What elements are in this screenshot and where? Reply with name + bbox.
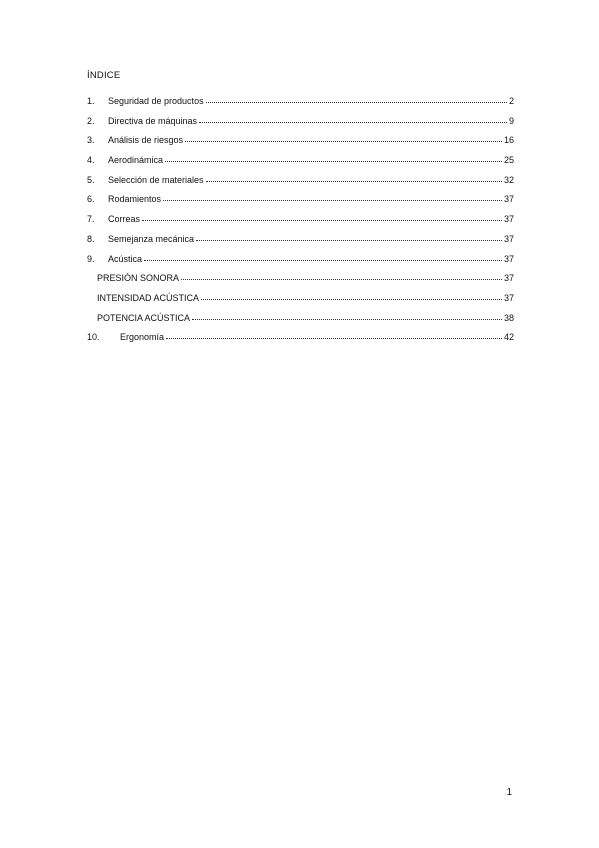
- toc-entry-page: 2: [508, 96, 514, 106]
- toc-entry-number: 4.: [87, 155, 95, 166]
- dot-leader: [192, 310, 502, 320]
- toc-entry-number: 8.: [87, 233, 95, 244]
- toc-entry-number: 3.: [87, 135, 95, 146]
- toc-entry-page: 37: [503, 194, 514, 205]
- toc-entry-seleccion-de-materiales[interactable]: [87, 173, 514, 193]
- toc-entry-page: 37: [503, 233, 514, 244]
- toc-entry-label: Directiva de máquinas: [108, 115, 198, 126]
- toc-entry-rodamientos[interactable]: [87, 192, 514, 212]
- toc-entry-page: 16: [503, 135, 514, 146]
- toc-entry-number: 7.: [87, 214, 95, 225]
- toc-subentry-presion-sonora[interactable]: [87, 271, 514, 291]
- toc-entry-page: 37: [503, 292, 514, 303]
- toc-entry-correas[interactable]: [87, 212, 514, 232]
- toc-subentry-intensidad-acustica[interactable]: [87, 291, 514, 311]
- toc-entry-label: PRESIÓN SONORA: [97, 273, 180, 284]
- toc-entry-number: 9.: [87, 253, 95, 264]
- toc-entry-number: 2.: [87, 115, 95, 126]
- toc-entry-number: 5.: [87, 174, 95, 185]
- toc-entry-label: POTENCIA ACÚSTICA: [97, 312, 191, 323]
- toc-entry-page: 32: [503, 174, 514, 185]
- dot-leader: [206, 172, 502, 182]
- toc-entry-number: 10.: [87, 332, 100, 343]
- dot-leader: [196, 231, 502, 241]
- toc-entry-aerodinamica[interactable]: [87, 153, 514, 173]
- toc-entry-page: 38: [503, 312, 514, 323]
- toc-entry-analisis-de-riesgos[interactable]: [87, 133, 514, 153]
- page-number: 1: [506, 787, 512, 798]
- dot-leader: [181, 270, 502, 280]
- toc-entry-label: Semejanza mecánica: [108, 233, 195, 244]
- toc-entry-number: 6.: [87, 194, 95, 205]
- toc-entry-semejanza-mecanica[interactable]: [87, 232, 514, 252]
- dot-leader: [163, 191, 502, 201]
- table-of-contents: [87, 94, 514, 350]
- dot-leader: [165, 152, 502, 162]
- dot-leader: [199, 113, 507, 123]
- toc-entry-page: 9: [508, 115, 514, 126]
- toc-entry-page: 42: [503, 332, 514, 343]
- toc-entry-page: 25: [503, 155, 514, 166]
- dot-leader: [144, 251, 502, 261]
- toc-entry-label: Correas: [108, 214, 141, 225]
- dot-leader: [142, 211, 502, 221]
- toc-entry-label: Rodamientos: [108, 194, 162, 205]
- dot-leader: [206, 93, 507, 103]
- dot-leader: [166, 329, 502, 339]
- toc-subentry-potencia-acustica[interactable]: [87, 311, 514, 331]
- toc-entry-page: 37: [503, 214, 514, 225]
- toc-entry-label: Análisis de riesgos: [108, 135, 184, 146]
- toc-entry-label: INTENSIDAD ACÚSTICA: [97, 292, 200, 303]
- toc-entry-page: 37: [503, 273, 514, 284]
- toc-entry-label: Acústica: [108, 253, 143, 264]
- toc-entry-label: Selección de materiales: [108, 174, 204, 185]
- toc-title: ÍNDICE: [87, 70, 121, 81]
- toc-entry-seguridad-de-productos[interactable]: [87, 94, 514, 114]
- toc-entry-number: 1.: [87, 96, 95, 106]
- toc-entry-label: Ergonomía: [120, 332, 165, 343]
- toc-entry-acustica[interactable]: [87, 252, 514, 272]
- toc-entry-page: 37: [503, 253, 514, 264]
- dot-leader: [201, 290, 502, 300]
- dot-leader: [185, 132, 502, 142]
- toc-entry-directiva-de-maquinas[interactable]: [87, 114, 514, 134]
- toc-entry-label: Seguridad de productos: [108, 96, 204, 106]
- toc-entry-ergonomia[interactable]: [87, 330, 514, 350]
- toc-entry-label: Aerodinámica: [108, 155, 164, 166]
